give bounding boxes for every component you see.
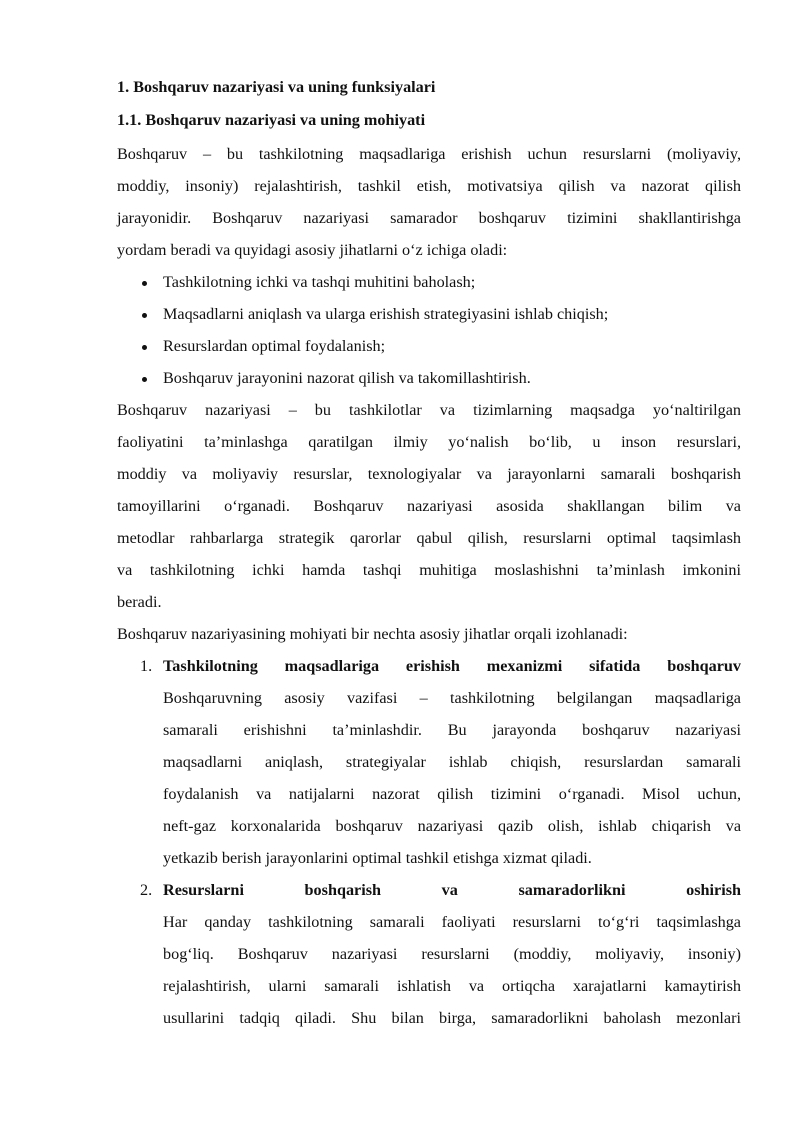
bullet-item: Boshqaruv jarayonini nazorat qilish va takomillashtirish.: [163, 369, 531, 387]
list-item-line: Har qanday tashkilotning samarali faoliyati resurslarni to‘g‘ri taqsimlashga: [163, 913, 741, 931]
bullet-icon: [142, 313, 147, 318]
para1-line: jarayonidir. Boshqaruv nazariyasi samarador boshqaruv tizimini shakllantirishga: [117, 209, 741, 227]
list-number: 1.: [140, 657, 153, 675]
bullet-item: Maqsadlarni aniqlash va ularga erishish strategiyasini ishlab chiqish;: [163, 305, 609, 323]
list-number: 2.: [140, 881, 153, 899]
para2-line: metodlar rahbarlarga strategik qarorlar qabul qilish, resurslarni optimal taqsimlash: [117, 529, 741, 547]
list-item-line: foydalanish va natijalarni nazorat qilish tizimini o‘rganadi. Misol uchun,: [163, 785, 741, 803]
list-item-line: samarali erishishni ta’minlashdir. Bu jarayonda boshqaruv nazariyasi: [163, 721, 741, 739]
para1-line: moddiy, insoniy) rejalashtirish, tashkil etish, motivatsiya qilish va nazorat qilish: [117, 177, 741, 195]
heading-1-1: 1.1. Boshqaruv nazariyasi va uning mohiyati: [117, 111, 426, 129]
para2-line: faoliyatini ta’minlashga qaratilgan ilmiy yo‘nalish bo‘lib, u inson resurslari,: [117, 433, 741, 451]
para2-line: beradi.: [117, 593, 162, 611]
list-item-line: Boshqaruvning asosiy vazifasi – tashkilotning belgilangan maqsadlariga: [163, 689, 741, 707]
bullet-item: Resurslardan optimal foydalanish;: [163, 337, 386, 355]
list-item-line: usullarini tadqiq qiladi. Shu bilan birga, samaradorlikni baholash mezonlari: [163, 1009, 741, 1027]
list-item-line: maqsadlarni aniqlash, strategiyalar ishlab chiqish, resurslardan samarali: [163, 753, 741, 771]
para2-line: moddiy va moliyaviy resurslar, texnologiyalar va jarayonlarni samarali boshqarish: [117, 465, 741, 483]
para1-line: yordam beradi va quyidagi asosiy jihatlarni o‘z ichiga oladi:: [117, 241, 508, 259]
para2-line: va tashkilotning ichki hamda tashqi muhitiga moslashishni ta’minlash imkonini: [117, 561, 741, 579]
list-item-title: Resurslarni boshqarish va samaradorlikni oshirish: [163, 881, 741, 899]
para3: Boshqaruv nazariyasining mohiyati bir nechta asosiy jihatlar orqali izohlanadi:: [117, 625, 628, 643]
bullet-icon: [142, 281, 147, 286]
para2-line: Boshqaruv nazariyasi – bu tashkilotlar va tizimlarning maqsadga yo‘naltirilgan: [117, 401, 741, 419]
heading-1: 1. Boshqaruv nazariyasi va uning funksiyalari: [117, 78, 436, 96]
list-item-line: neft-gaz korxonalarida boshqaruv nazariyasi qazib olish, ishlab chiqarish va: [163, 817, 741, 835]
bullet-icon: [142, 345, 147, 350]
para1-line: Boshqaruv – bu tashkilotning maqsadlariga erishish uchun resurslarni (moliyaviy,: [117, 145, 741, 163]
list-item-line: yetkazib berish jarayonlarini optimal tashkil etishga xizmat qiladi.: [163, 849, 592, 867]
bullet-icon: [142, 377, 147, 382]
list-item-line: bog‘liq. Boshqaruv nazariyasi resurslarni (moddiy, moliyaviy, insoniy): [163, 945, 741, 963]
para2-line: tamoyillarini o‘rganadi. Boshqaruv nazariyasi asosida shakllangan bilim va: [117, 497, 741, 515]
list-item-line: rejalashtirish, ularni samarali ishlatish va ortiqcha xarajatlarni kamaytirish: [163, 977, 741, 995]
bullet-item: Tashkilotning ichki va tashqi muhitini baholash;: [163, 273, 476, 291]
list-item-title: Tashkilotning maqsadlariga erishish mexanizmi sifatida boshqaruv: [163, 657, 741, 675]
